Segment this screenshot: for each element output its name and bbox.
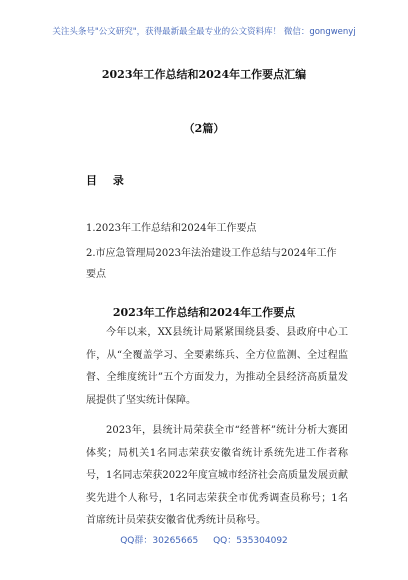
toc-list [86, 218, 346, 289]
paragraph: 2023年，县统计局荣获全市“经普杯”统计分析大赛团体奖；局机关1名同志荣获安徽省统计系统先进工作者称号，1名同志荣获2022年度宣城市经济社会高质量发展贡献奖先进个人称号，1名同志荣获全市优秀调查员称号；1名首席统计员荣获安徽省优秀统计员称号。 [86, 425, 348, 526]
footer-qq-number: QQ：535304092 [213, 536, 288, 546]
toc-heading: 目 录 [86, 174, 130, 187]
section-title: 2023年工作总结和2024年工作要点 [112, 306, 296, 319]
toc-item: 1.2023年工作总结和2024年工作要点 [86, 223, 257, 234]
footer-qq-group: QQ群：30265665 [120, 536, 199, 546]
toc-item: 2.市应急管理局2023年法治建设工作总结与2024年工作要点 [86, 248, 337, 280]
paragraph: 今年以来，XX县统计局紧紧围绕县委、县政府中心工作，从“全覆盖学习、全要素练兵、全方位监测、全过程监督、全维度统计”五个方面发力，为推动全县经济高质量发展提供了坚实统计保障。 [86, 327, 348, 406]
footer-contact [0, 533, 408, 546]
document-subtitle: （2篇） [183, 122, 225, 135]
header-banner: 关注头条号"公文研究"，获得最新最全最专业的公文资料库！ 微信：gongwenyj [52, 27, 356, 37]
body-text [86, 322, 348, 541]
document-title: 2023年工作总结和2024年工作要点汇编 [101, 68, 307, 81]
